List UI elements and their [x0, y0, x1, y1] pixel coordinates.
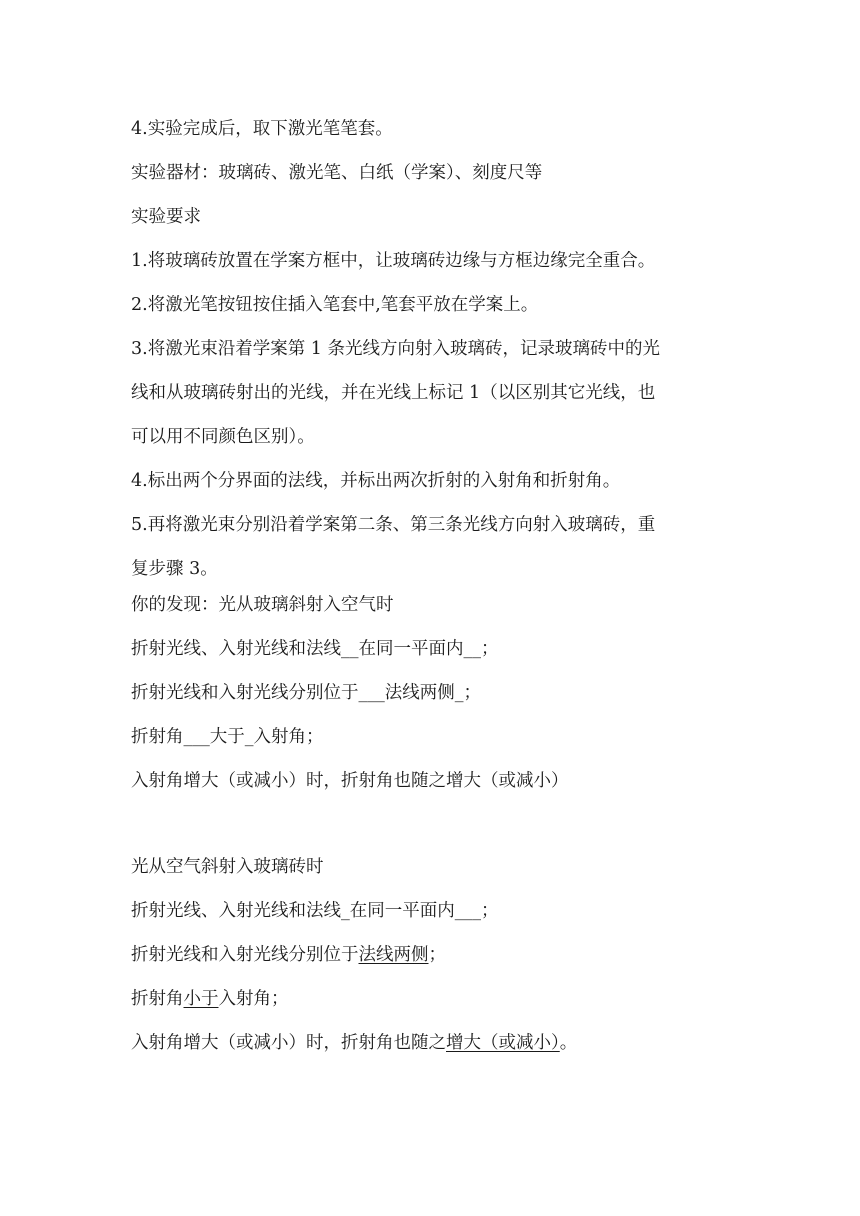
- requirement-5-line-2: 复步骤 3。: [131, 559, 218, 579]
- findings-glass-air-heading: 你的发现：光从玻璃斜射入空气时: [131, 595, 394, 615]
- requirement-5-line-1: 5.再将激光束分别沿着学案第二条、第三条光线方向射入玻璃砖，重: [131, 515, 656, 535]
- finding2-sides: [131, 939, 741, 971]
- finding2-angle-change: [131, 1027, 741, 1059]
- finding2-sides-answer: 法线两侧: [358, 945, 429, 965]
- equipment-line: 实验器材：玻璃砖、激光笔、白纸（学案）、刻度尺等: [131, 163, 543, 183]
- requirement-3-line-3: 可以用不同颜色区别）。: [131, 427, 315, 447]
- finding2-sides-prefix: 折射光线和入射光线分别位于: [131, 945, 359, 965]
- requirement-3-line-2: 线和从玻璃砖射出的光线，并在光线上标记 1（以区别其它光线，也: [131, 383, 656, 403]
- requirements-heading: 实验要求: [131, 207, 201, 227]
- requirement-2: 2.将激光笔按钮按住插入笔套中,笔套平放在学案上。: [131, 295, 539, 315]
- finding-sides: 折射光线和入射光线分别位于___法线两侧_；: [131, 683, 481, 703]
- finding2-change-prefix: 入射角增大（或减小）时，折射角也随之: [131, 1033, 446, 1053]
- requirement-4: 4.标出两个分界面的法线，并标出两次折射的入射角和折射角。: [131, 471, 621, 491]
- step-4-finish: 4.实验完成后，取下激光笔笔套。: [131, 119, 393, 139]
- finding2-angle-suffix: 入射角；: [218, 989, 289, 1009]
- paragraph-gap: [131, 809, 741, 851]
- finding-angle-compare: 折射角___大于_入射角；: [131, 727, 324, 747]
- finding2-angle-answer: 小于: [183, 989, 219, 1009]
- document-page: [131, 113, 741, 1071]
- finding-plane: 折射光线、入射光线和法线__在同一平面内__；: [131, 639, 499, 659]
- requirement-3-line-1: 3.将激光束沿着学案第 1 条光线方向射入玻璃砖，记录玻璃砖中的光: [131, 339, 660, 359]
- finding2-angle-compare: [131, 983, 741, 1015]
- finding-angle-change: 入射角增大（或减小）时，折射角也随之增大（或减小）: [131, 771, 569, 791]
- finding2-sides-suffix: ；: [428, 945, 446, 965]
- finding2-plane: 折射光线、入射光线和法线_在同一平面内___；: [131, 901, 499, 921]
- requirement-1: 1.将玻璃砖放置在学案方框中，让玻璃砖边缘与方框边缘完全重合。: [131, 251, 656, 271]
- findings-air-glass-heading: 光从空气斜射入玻璃砖时: [131, 857, 324, 877]
- finding2-angle-prefix: 折射角: [131, 989, 184, 1009]
- finding2-change-answer: 增大（或减小）: [446, 1033, 560, 1053]
- finding2-change-suffix: 。: [559, 1033, 578, 1053]
